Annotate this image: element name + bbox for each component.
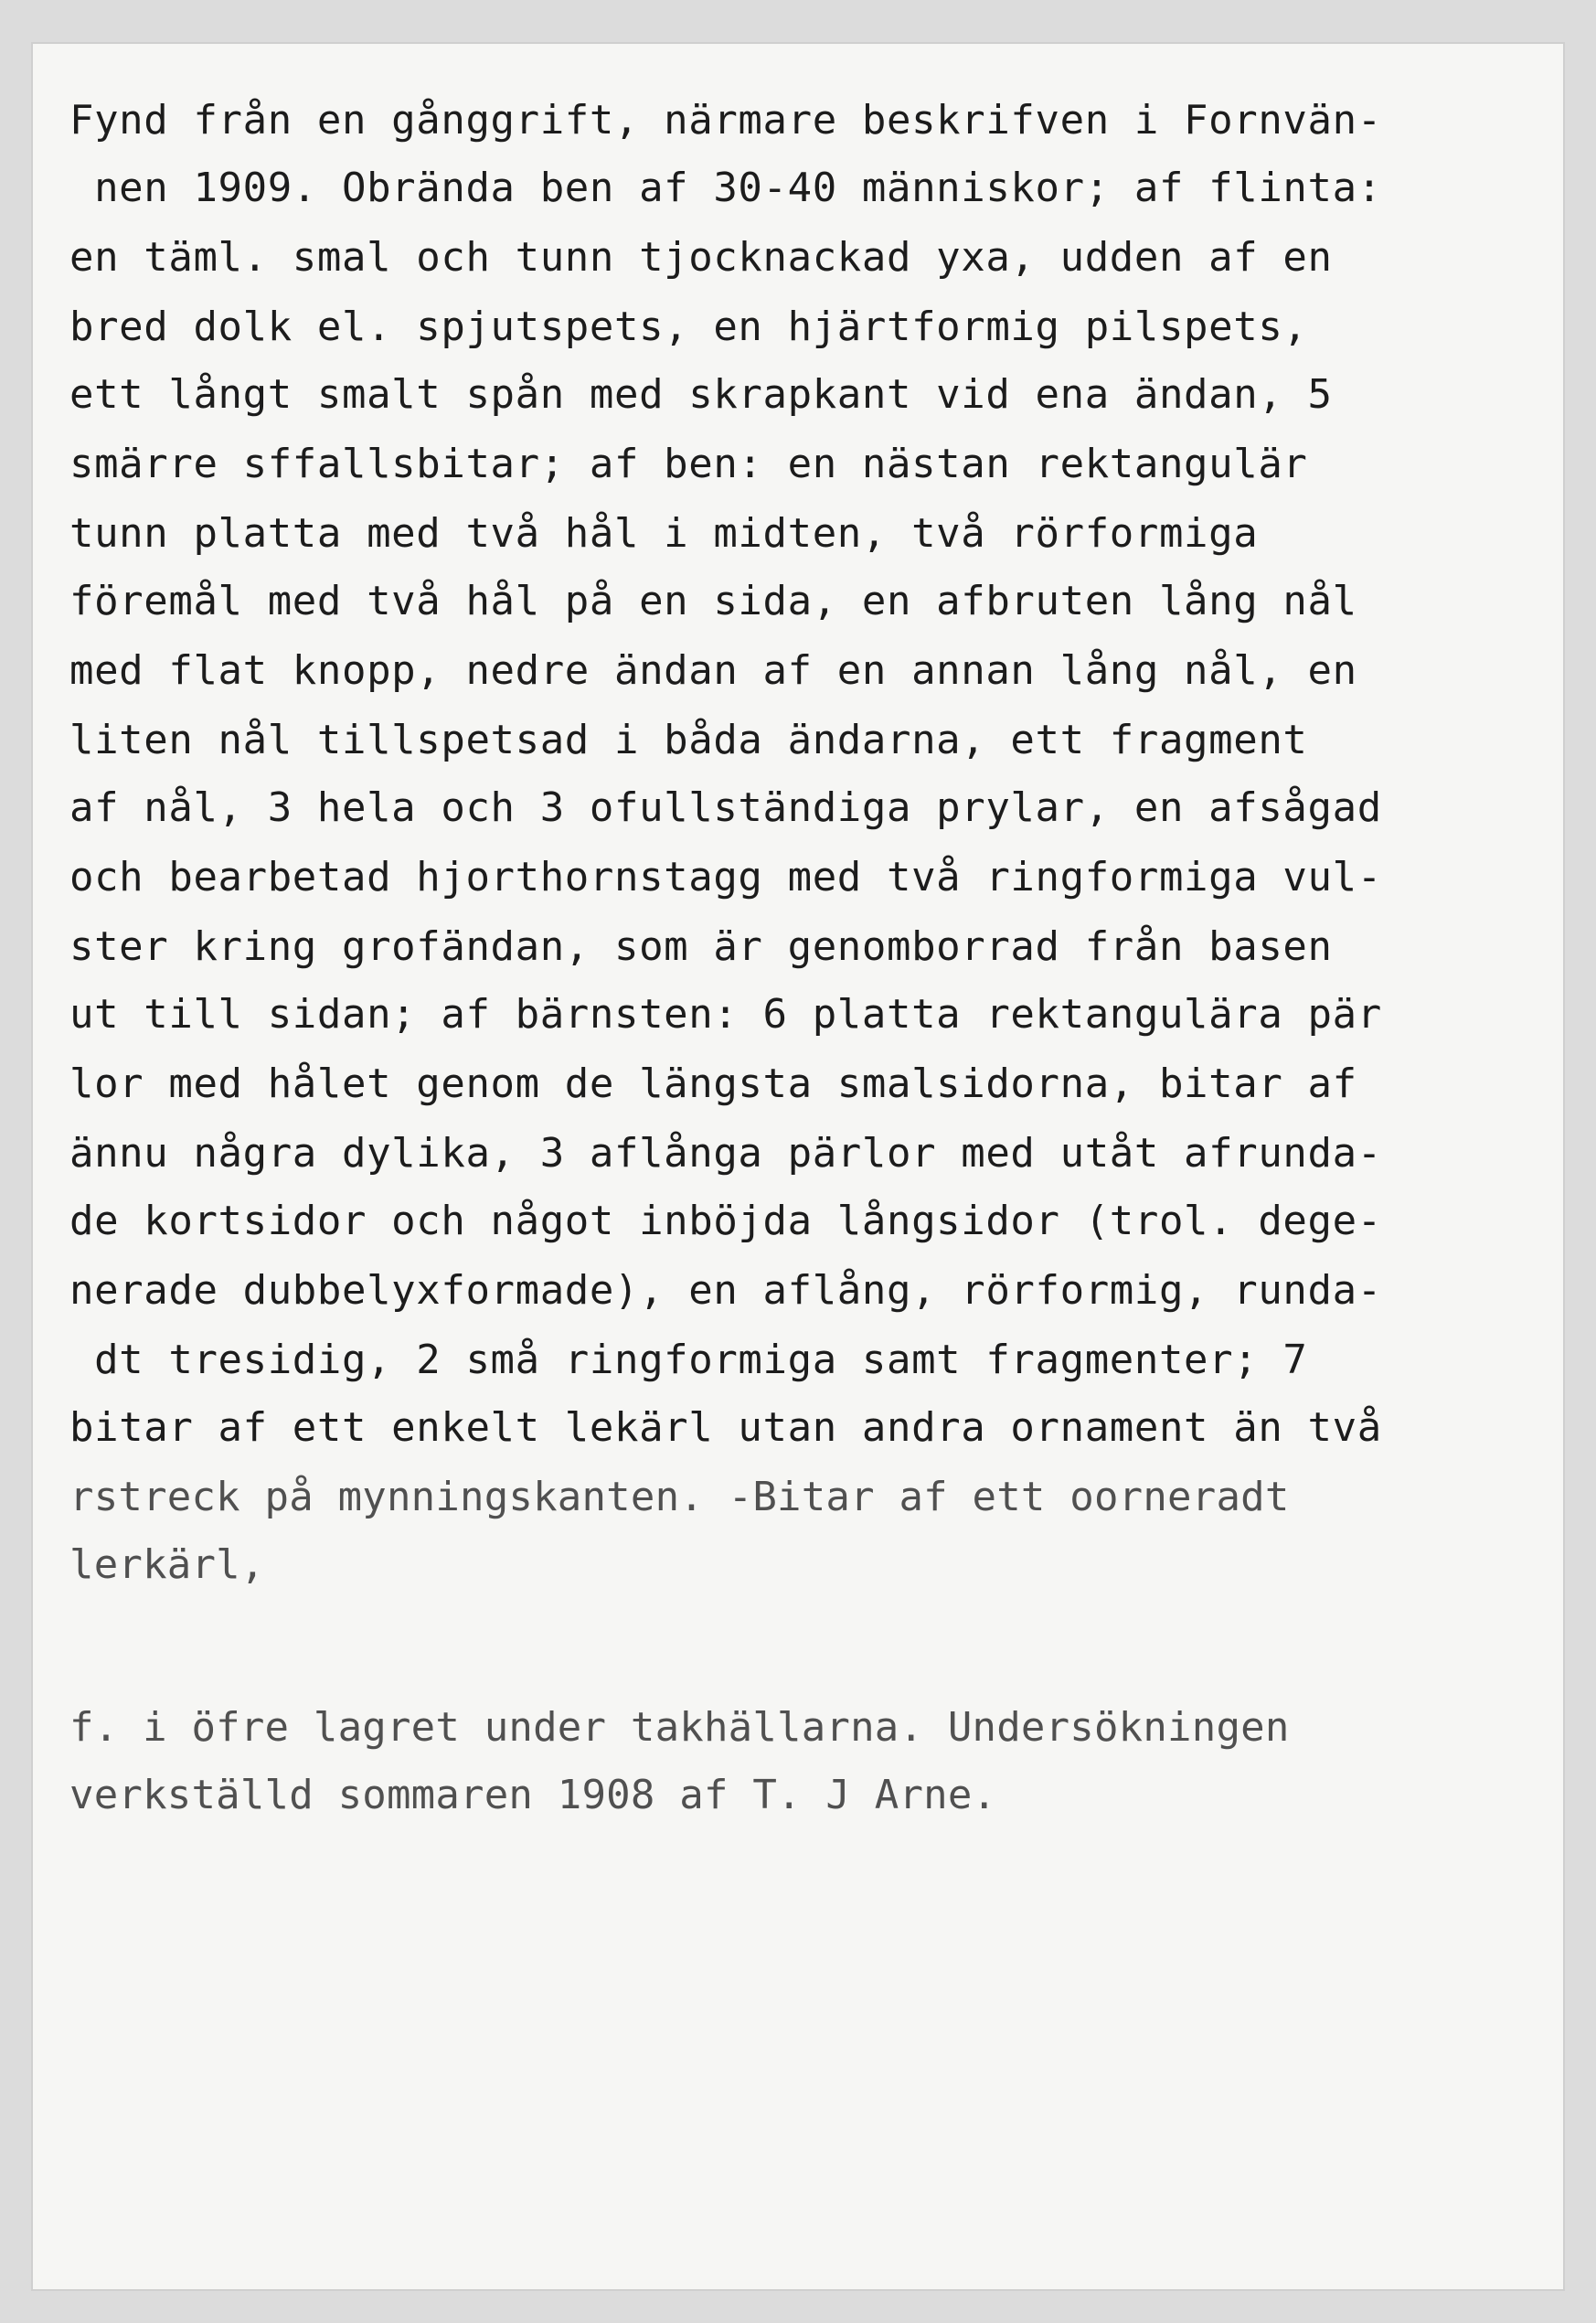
- text-line: Fynd från en gånggrift, närmare beskrifven i Fornvän-: [69, 97, 1382, 144]
- text-line: nerade dubbelyxformade), en aflång, rörformig, runda-: [69, 1267, 1382, 1314]
- text-line: ännu några dylika, 3 aflånga pärlor med utåt afrunda-: [69, 1130, 1382, 1177]
- footer-line: verkställd sommaren 1908 af T. J Arne.: [69, 1772, 997, 1818]
- text-line: lor med hålet genom de längsta smalsidorna, bitar af: [69, 1060, 1357, 1107]
- footer-line: f. i öfre lagret under takhällarna. Undersökningen: [69, 1704, 1290, 1751]
- text-line: lerkärl,: [69, 1541, 265, 1588]
- text-line: tunn platta med två hål i midten, två rörformiga: [69, 510, 1259, 557]
- text-line: ut till sidan; af bärnsten: 6 platta rektangulära pär: [69, 991, 1382, 1038]
- text-line: dt tresidig, 2 små ringformiga samt fragmenter; 7: [69, 1337, 1308, 1383]
- text-line: ster kring grofändan, som är genomborrad från basen: [69, 923, 1333, 970]
- text-line: och bearbetad hjorthornstagg med två ringformiga vul-: [69, 854, 1382, 900]
- text-line: liten nål tillspetsad i båda ändarna, ett fragment: [69, 717, 1308, 763]
- text-line: smärre sffallsbitar; af ben: en nästan rektangulär: [69, 441, 1308, 487]
- text-line: med flat knopp, nedre ändan af en annan lång nål, en: [69, 647, 1357, 694]
- text-line: föremål med två hål på en sida, en afbruten lång nål: [69, 578, 1357, 624]
- text-line: en täml. smal och tunn tjocknackad yxa, udden af en: [69, 234, 1333, 281]
- text-line: nen 1909. Obrända ben af 30-40 människor; af flinta:: [69, 165, 1382, 211]
- text-line: rstreck på mynningskanten. -Bitar af ett oorneradt: [69, 1474, 1290, 1520]
- text-line: de kortsidor och något inböjda långsidor (trol. dege-: [69, 1198, 1382, 1244]
- text-line: ett långt smalt spån med skrapkant vid ena ändan, 5: [69, 371, 1333, 418]
- text-line: bitar af ett enkelt lekärl utan andra ornament än två: [69, 1404, 1382, 1451]
- text-line: af nål, 3 hela och 3 ofullständiga prylar, en afsågad: [69, 784, 1382, 831]
- text-line: bred dolk el. spjutspets, en hjärtformig pilspets,: [69, 304, 1308, 350]
